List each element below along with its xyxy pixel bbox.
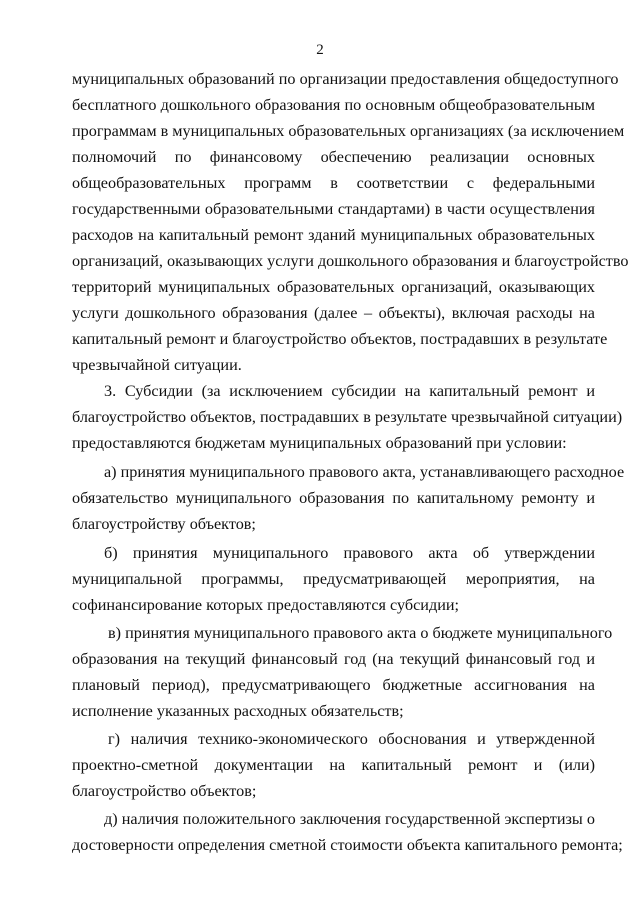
text-line: чрезвычайной ситуации. [72,356,242,374]
text-line: благоустройству объектов; [72,515,256,533]
text-line: образования на текущий финансовый год (на текущий финансовый год и [72,650,595,668]
text-line: софинансирование которых предоставляются субсидии; [72,596,460,614]
text-line: территорий муниципальных образовательных организаций, оказывающих [72,278,595,296]
text-line: капитальный ремонт и благоустройство объектов, пострадавших в результате [72,330,608,348]
page-number: 2 [316,42,324,58]
text-line: полномочий по финансовому обеспечению реализации основных [72,148,595,166]
text-line: организаций, оказывающих услуги дошкольного образования и благоустройство [72,252,629,270]
text-line: муниципальной программы, предусматривающей мероприятия, на [72,570,595,588]
text-line: благоустройство объектов, пострадавших в результате чрезвычайной ситуации) [72,408,623,426]
paragraph-3-line: 3. Субсидии (за исключением субсидии на капитальный ремонт и [104,382,595,400]
item-g-line: г) наличия технико-экономического обоснования и утвержденной [108,730,595,748]
text-line: проектно-сметной документации на капитальный ремонт и (или) [72,756,595,774]
text-line: услуги дошкольного образования (далее – объекты), включая расходы на [72,304,595,322]
item-d-line: д) наличия положительного заключения государственной экспертизы о [104,810,595,828]
item-v-line: в) принятия муниципального правового акта о бюджете муниципального [108,624,613,642]
text-line: достоверности определения сметной стоимости объекта капитального ремонта; [72,836,623,854]
text-line: исполнение указанных расходных обязательств; [72,702,404,720]
text-line: предоставляются бюджетам муниципальных образований при условии: [72,434,567,452]
text-line: расходов на капитальный ремонт зданий муниципальных образовательных [72,226,595,244]
item-a-line: а) принятия муниципального правового акта, устанавливающего расходное [104,463,625,481]
text-line: бесплатного дошкольного образования по основным общеобразовательным [72,96,595,114]
text-line: плановый период), предусматривающего бюджетные ассигнования на [72,676,595,694]
text-line: программам в муниципальных образовательных организациях (за исключением [72,122,625,140]
text-line: государственными образовательными стандартами) в части осуществления [72,200,595,218]
item-b-line: б) принятия муниципального правового акта об утверждении [104,544,595,562]
text-line: муниципальных образований по организации предоставления общедоступного [72,70,619,88]
text-line: обязательство муниципального образования по капитальному ремонту и [72,489,595,507]
text-line: общеобразовательных программ в соответствии с федеральными [72,174,595,192]
text-line: благоустройство объектов; [72,782,257,800]
